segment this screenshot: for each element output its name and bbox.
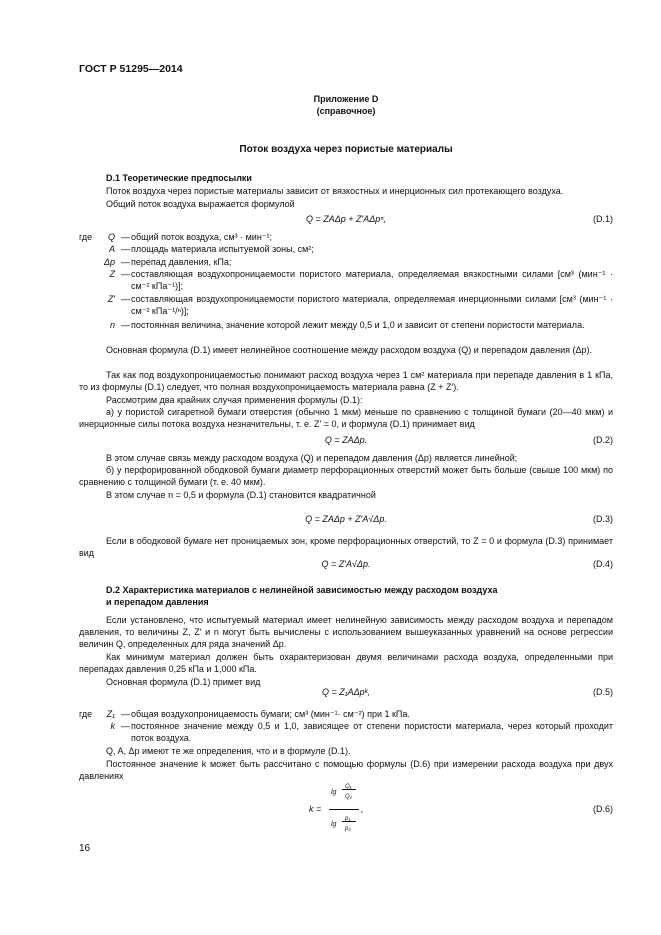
- p1: p₁: [345, 816, 351, 822]
- equation-number: (D.1): [593, 214, 613, 224]
- where-definition: общий поток воздуха, см³ · мин⁻¹;: [131, 232, 273, 242]
- equation-number: (D.5): [593, 687, 613, 697]
- paragraph: В этом случае n = 0,5 и формула (D.1) становится квадратичной: [106, 490, 376, 500]
- where-item: [79, 256, 613, 268]
- paragraph: Если установлено, что испытуемый материал имеет нелинейную зависимость между расходом воздуха и перепадом давления, то величины Z, Z′ и n могут быть вычислены с использованием вышеуказанных уравнений на основе регрессии величин Q, определенных для ряда значений Δp.: [79, 615, 613, 649]
- where-symbol: Δp: [103, 257, 115, 267]
- section-heading-d1: D.1 Теоретические предпосылки: [106, 173, 252, 183]
- equation-formula: Q = ZAΔp + Z′AΔpⁿ,: [305, 214, 387, 224]
- q1: Q₁: [345, 784, 352, 790]
- where-item: [79, 243, 613, 255]
- where-item: [79, 319, 613, 343]
- equation-formula: Q = ZAΔp.: [324, 435, 368, 445]
- where-item: [79, 720, 613, 744]
- where-definition: постоянное значение между 0,5 и 1,0, зависящее от степени пористости материала, через который проходит поток воздуха.: [131, 721, 613, 743]
- equation-formula: Q = Z₁AΔpᵏ,: [322, 687, 370, 697]
- equation-number: (D.6): [593, 804, 613, 814]
- lg-denominator: lg: [331, 821, 337, 828]
- equation-formula: Q = ZAΔp + Z′A√Δp.: [305, 514, 387, 524]
- dash: —: [121, 721, 130, 731]
- main-fraction-bar: [329, 809, 359, 810]
- paragraph: Постоянное значение k может быть рассчитано с помощью формулы (D.6) при измерении расхода воздуха при двух давлениях: [79, 759, 613, 781]
- equation-number: (D.2): [593, 435, 613, 445]
- paragraph: Если в ободковой бумаге нет проницаемых зон, кроме перфорационных отверстий, то Z = 0 и формула (D.3) принимает вид: [79, 536, 613, 558]
- dash: —: [121, 232, 130, 242]
- p2: p₂: [345, 826, 351, 832]
- where-item: [79, 293, 613, 317]
- where-definition: площадь материала испытуемой зоны, см²;: [131, 244, 314, 254]
- dash: —: [121, 294, 130, 304]
- paragraph: Q, A, Δp имеют те же определения, что и в формуле (D.1).: [106, 746, 351, 756]
- equation-number: (D.3): [593, 514, 613, 524]
- where-symbol: n: [109, 320, 115, 330]
- where-item: [79, 708, 613, 720]
- section-heading-d2: D.2 Характеристика материалов с нелинейной зависимостью между расходом воздуха: [106, 585, 498, 595]
- dash: —: [121, 709, 130, 719]
- paragraph: Основная формула (D.1) имеет нелинейное соотношение между расходом воздуха (Q) и перепадом давления (Δp).: [106, 345, 593, 355]
- main-title: Поток воздуха через пористые материалы: [239, 144, 453, 155]
- comma: ,: [361, 804, 364, 814]
- where-symbol: Q: [107, 232, 115, 242]
- paragraph: а) у пористой сигаретной бумаги отверстия (обычно 1 мкм) меньше по сравнению с толщиной бумаги (20—40 мкм) и инерционные силы потока воздуха незначительны, т. е. Z′ = 0, и формула (D.1) принимает вид: [79, 407, 613, 429]
- where-label: где: [79, 709, 93, 719]
- section-heading-d2-cont: и перепадом давления: [106, 597, 209, 607]
- equation-formula: Q = Z′A√Δp.: [321, 559, 371, 569]
- where-symbol: k: [110, 721, 115, 731]
- where-definition: постоянная величина, значение которой лежит между 0,5 и 1,0 и зависит от степени пористости материала.: [131, 320, 585, 330]
- where-symbol: Z′: [107, 294, 115, 304]
- document-header: ГОСТ Р 51295—2014: [79, 63, 183, 75]
- where-symbol: A: [108, 244, 115, 254]
- where-definition: общая воздухопроницаемость бумаги; см³ (мин⁻¹· см⁻²) при 1 кПа.: [131, 709, 410, 719]
- paragraph: Поток воздуха через пористые материалы зависит от вязкостных и инерционных сил протекающего воздуха.: [106, 186, 564, 196]
- dash: —: [121, 257, 130, 267]
- fraction-bar: [342, 821, 356, 822]
- where-definition: перепад давления, кПа;: [131, 257, 232, 267]
- paragraph: В этом случае связь между расходом воздуха (Q) и перепадом давления (Δp) является линейной;: [106, 453, 518, 463]
- paragraph: б) у перфорированной ободковой бумаги диаметр перфорационных отверстий может быть больше (свыше 100 мкм) по сравнению с толщиной бумаги (т. е. 40 мкм).: [79, 465, 613, 487]
- appendix-subtitle: (справочное): [316, 106, 376, 116]
- fraction-bar: [342, 789, 356, 790]
- lg-numerator: lg: [331, 789, 337, 796]
- equation-lhs: k =: [309, 804, 322, 814]
- dash: —: [121, 269, 130, 279]
- paragraph: Общий поток воздуха выражается формулой: [106, 199, 295, 209]
- page-number: 16: [79, 843, 91, 854]
- q2: Q₂: [345, 794, 352, 800]
- paragraph: Основная формула (D.1) примет вид: [106, 677, 261, 687]
- paragraph: Как минимум материал должен быть охарактеризован двумя величинами расхода воздуха, определенными при перепадах давления 0,25 кПа и 1,000 кПа.: [79, 652, 613, 674]
- where-definition: составляющая воздухопроницаемости пористого материала, определяемая инерционными силами [см³ (мин⁻¹ · см⁻² кПа⁻¹/ⁿ)];: [131, 294, 613, 316]
- equation-d6: [79, 783, 613, 839]
- equation-formula: [309, 784, 429, 839]
- paragraph: Рассмотрим два крайних случая применения формулы (D.1):: [106, 395, 363, 405]
- where-label: где: [79, 232, 93, 242]
- where-definition: составляющая воздухопроницаемости пористого материала, определяемая вязкостными силами [см³ (мин⁻¹ · см⁻² кПа⁻¹)];: [131, 269, 613, 291]
- where-symbol: Z: [109, 269, 115, 279]
- where-symbol: Z₁: [106, 709, 115, 719]
- dash: —: [121, 244, 130, 254]
- where-item: [79, 231, 613, 243]
- dash: —: [121, 320, 130, 330]
- appendix-title: Приложение D: [313, 94, 379, 104]
- where-item: [79, 268, 613, 292]
- equation-number: (D.4): [593, 559, 613, 569]
- paragraph: Так как под воздухопроницаемостью понимают расход воздуха через 1 см² материала при перепаде давления в 1 кПа, то из формулы (D.1) следует, что полная воздухопроницаемость материала равна (Z + Z′).: [79, 370, 613, 392]
